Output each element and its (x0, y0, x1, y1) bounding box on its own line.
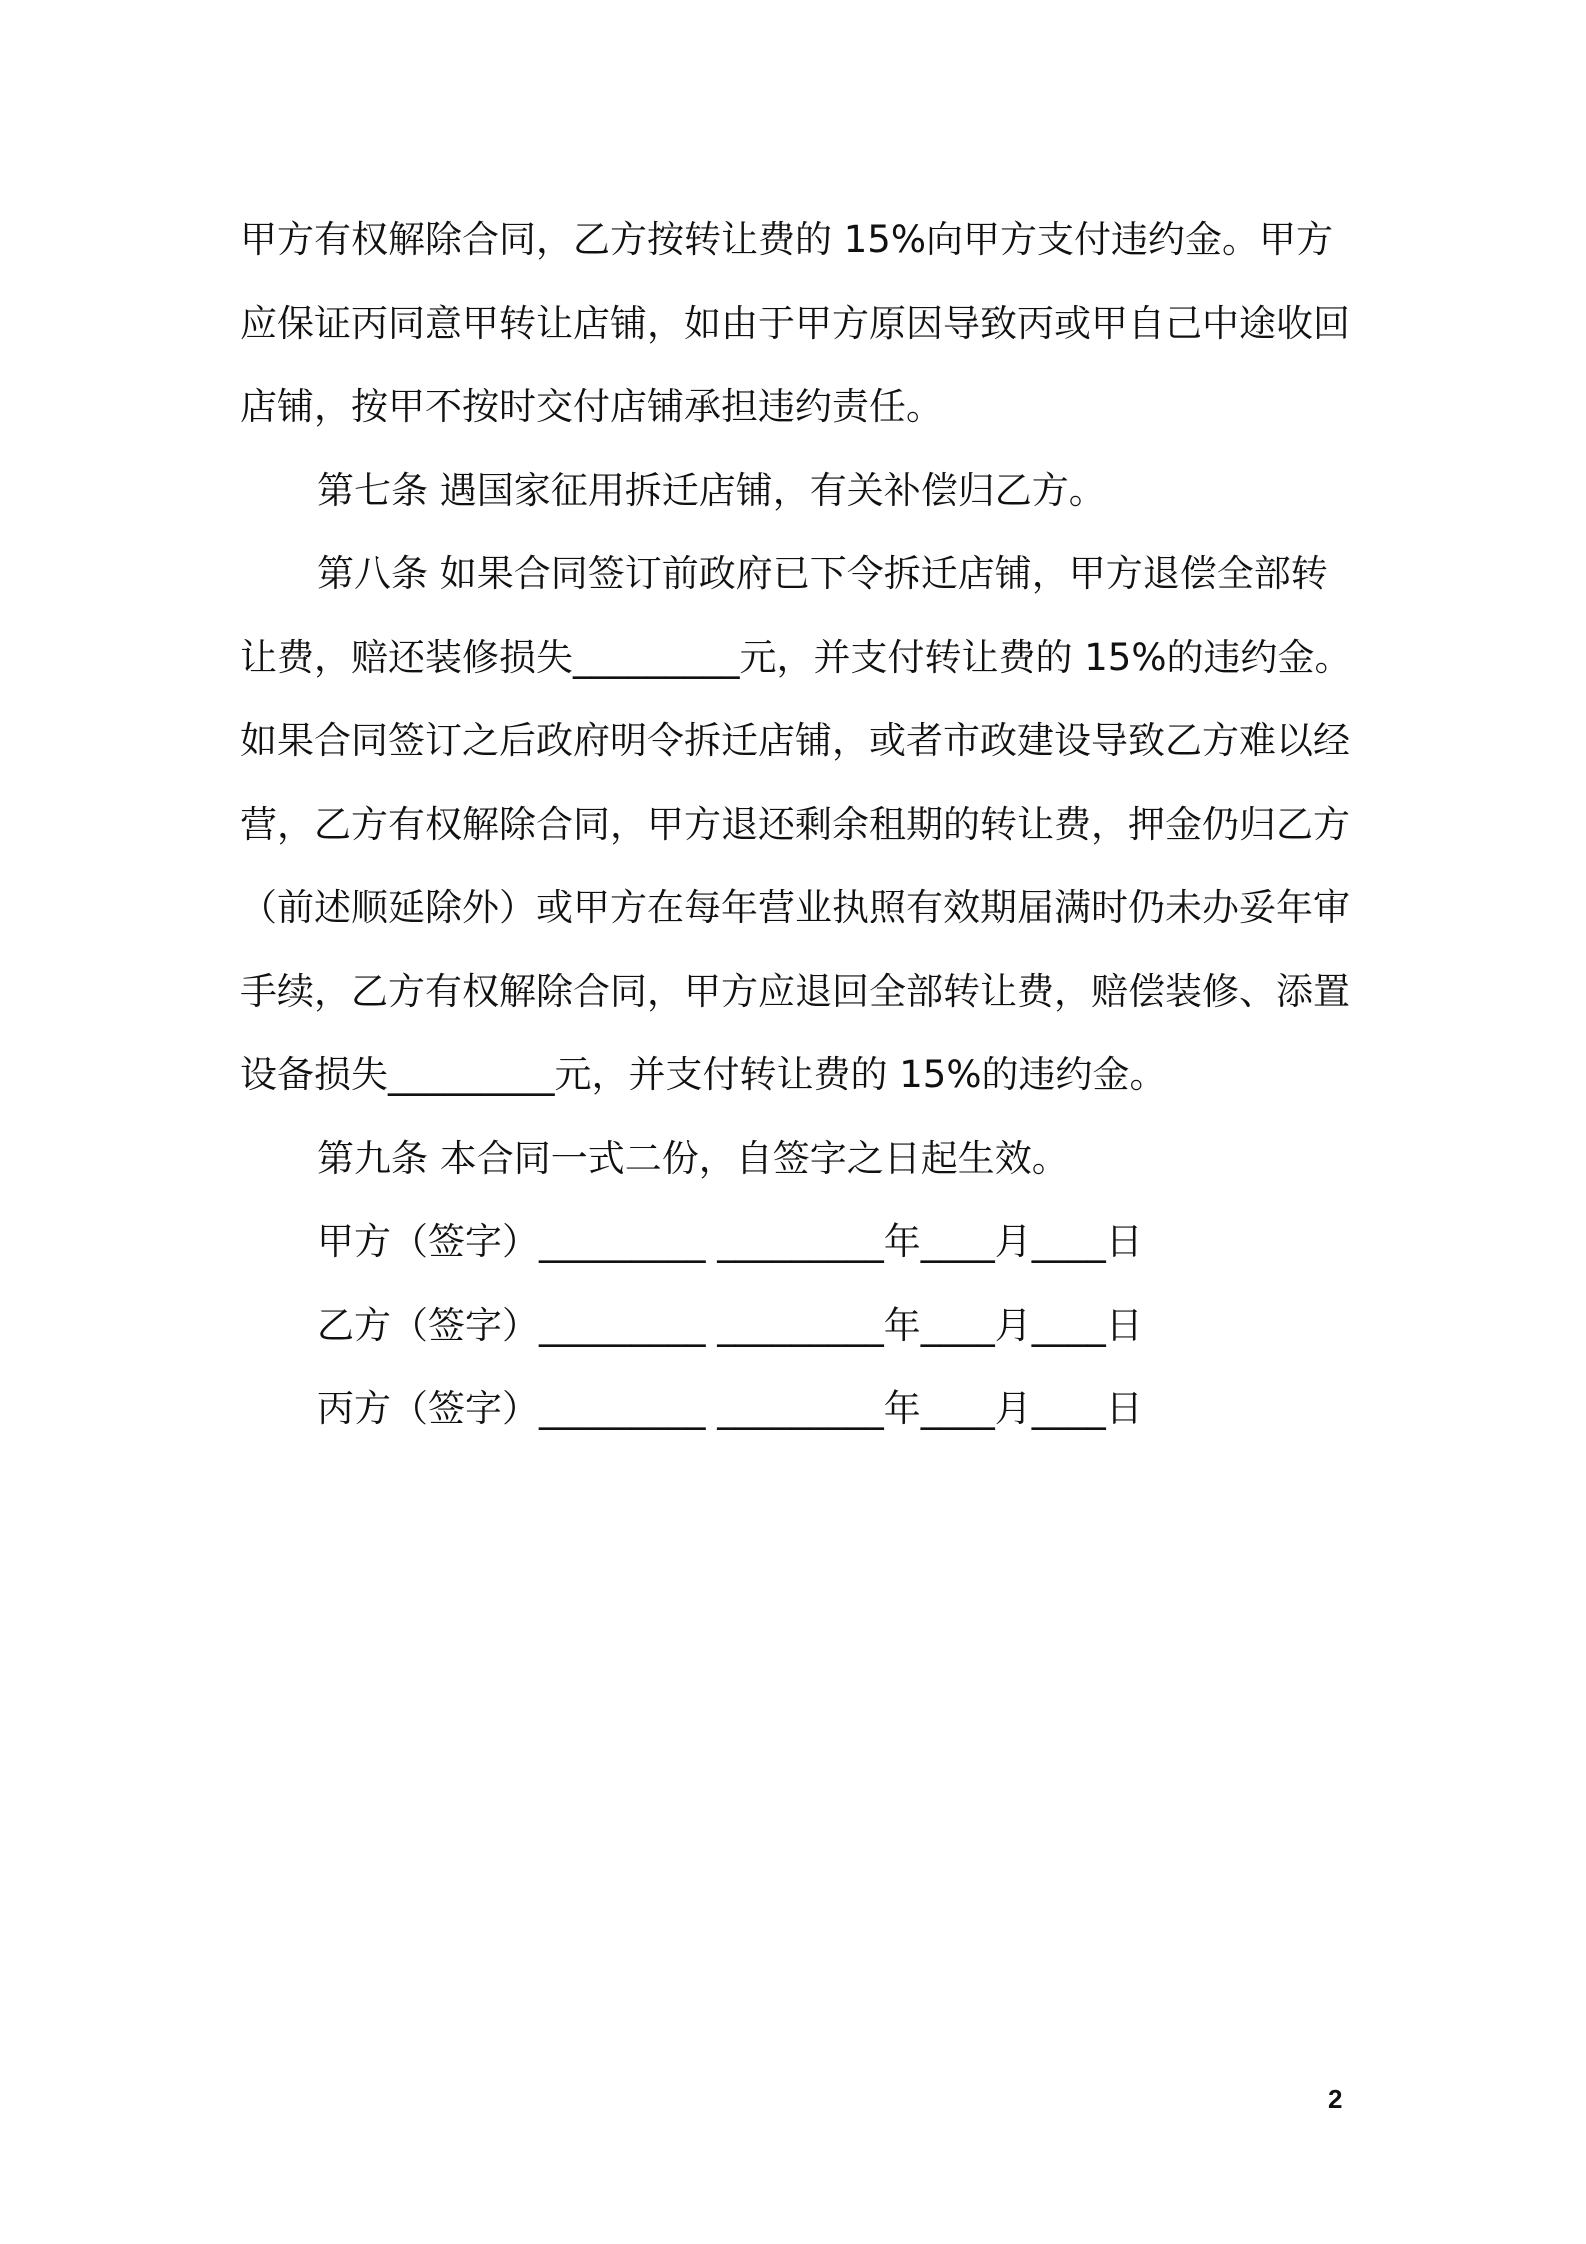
article-7: 第七条 遇国家征用拆迁店铺，有关补偿归乙方。 (317, 468, 1106, 512)
paragraph-line: 店铺，按甲不按时交付店铺承担违约责任。 (240, 385, 943, 428)
signature-party-b: 乙方（签字）_________ _________年____月____日 (317, 1303, 1143, 1347)
article-8-line: 手续，乙方有权解除合同，甲方应退回全部转让费，赔偿装修、添置 (240, 969, 1350, 1013)
article-8-line: 让费，赔还装修损失_________元，并支付转让费的 15%的违约金。 (240, 635, 1352, 679)
page-number: 2 (1328, 2084, 1343, 2114)
article-8-line: 如果合同签订之后政府明令拆迁店铺，或者市政建设导致乙方难以经 (240, 719, 1350, 762)
article-9: 第九条 本合同一式二份，自签字之日起生效。 (317, 1136, 1069, 1180)
article-8-line: 营，乙方有权解除合同，甲方退还剩余租期的转让费，押金仍归乙方 (240, 802, 1350, 846)
article-8-line: （前述顺延除外）或甲方在每年营业执照有效期届满时仍未办妥年审 (240, 886, 1350, 929)
paragraph-line: 应保证丙同意甲转让店铺，如由于甲方原因导致丙或甲自己中途收回 (240, 301, 1350, 345)
signature-party-a: 甲方（签字）_________ _________年____月____日 (317, 1220, 1143, 1263)
paragraph-line: 甲方有权解除合同，乙方按转让费的 15%向甲方支付违约金。甲方 (240, 218, 1333, 261)
article-8-line: 设备损失_________元，并支付转让费的 15%的违约金。 (240, 1053, 1167, 1096)
signature-party-c: 丙方（签字）_________ _________年____月____日 (317, 1387, 1143, 1430)
contract-text (240, 198, 1360, 1451)
article-8-line: 第八条 如果合同签订前政府已下令拆迁店铺，甲方退偿全部转 (317, 552, 1328, 595)
